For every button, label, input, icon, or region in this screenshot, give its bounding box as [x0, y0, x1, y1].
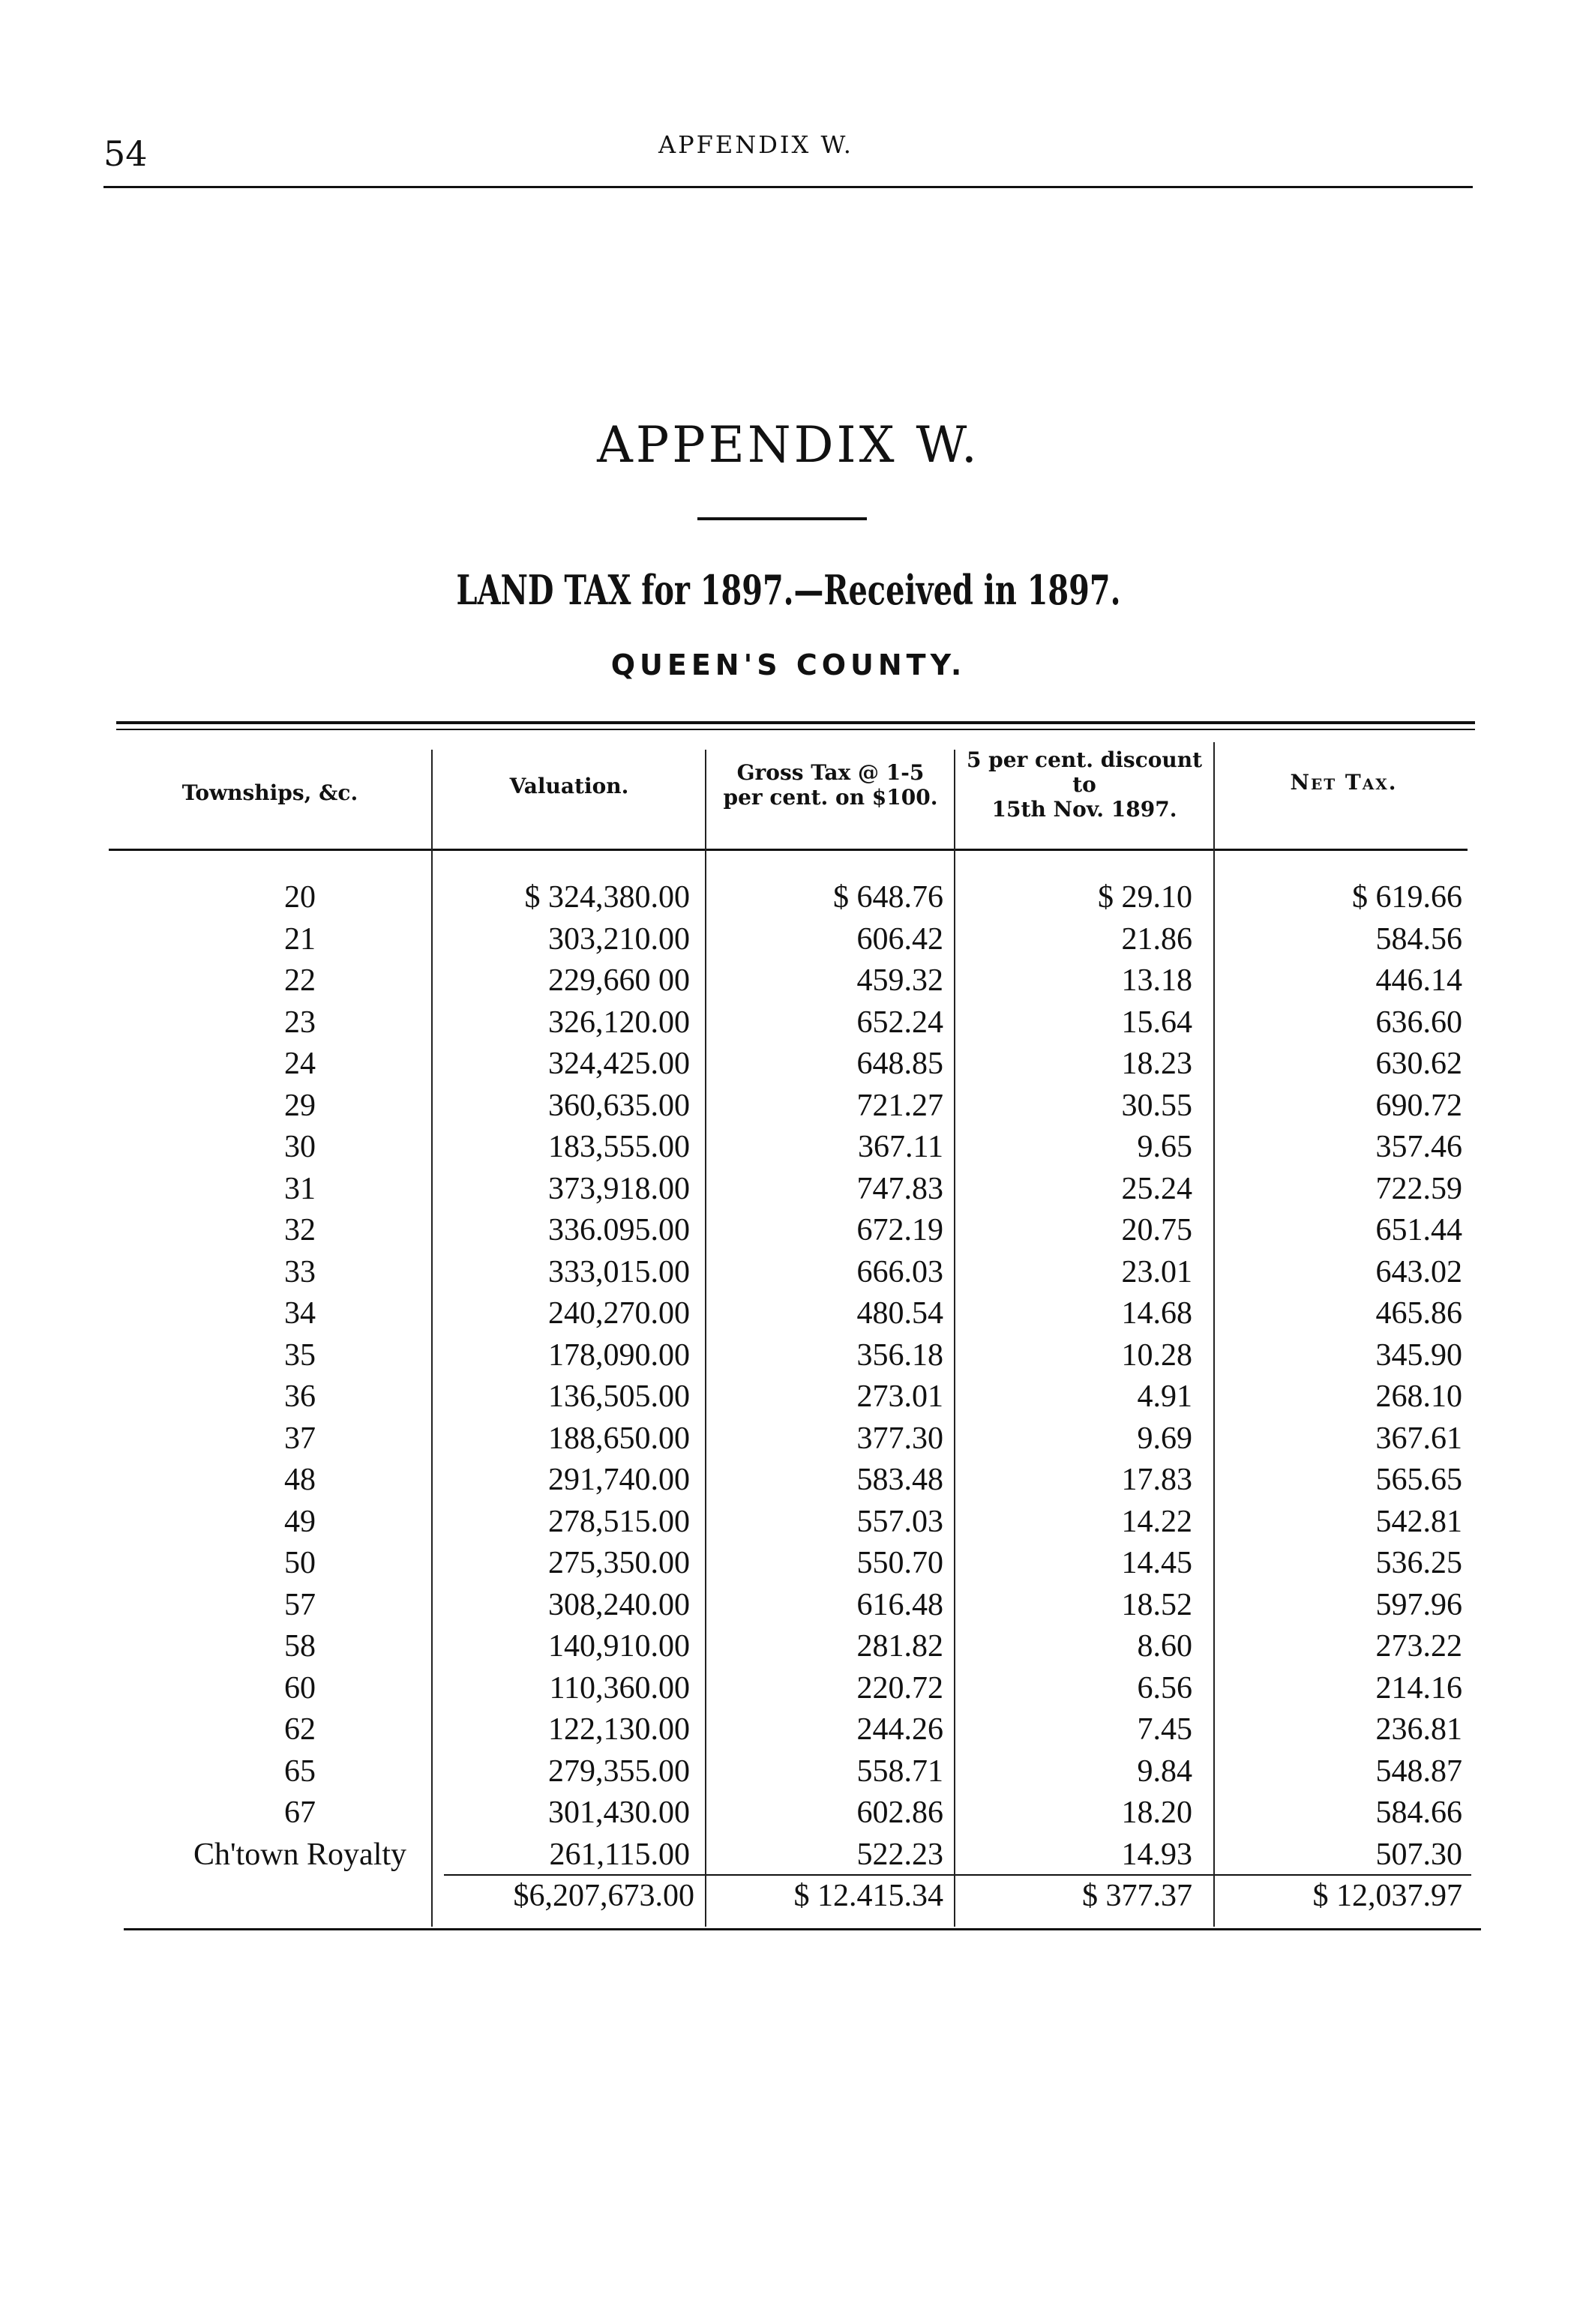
valuation-cell: 324,425.00 — [548, 1047, 690, 1081]
table-row — [0, 1376, 1577, 1418]
discount-cell: 21.86 — [1121, 921, 1192, 957]
township-cell: 32 — [284, 1213, 316, 1247]
net-tax-cell: 630.62 — [1375, 1047, 1462, 1081]
township-cell: 24 — [284, 1047, 316, 1081]
table-row — [0, 1086, 1577, 1128]
gross-tax-cell: 602.86 — [856, 1795, 943, 1830]
discount-cell: 14.45 — [1121, 1546, 1192, 1580]
header-rule — [103, 186, 1473, 188]
township-cell: 62 — [284, 1712, 316, 1747]
township-cell: 37 — [284, 1421, 316, 1456]
gross-tax-cell: 652.24 — [856, 1005, 943, 1040]
table-row — [0, 1460, 1577, 1502]
valuation-cell: 140,910.00 — [548, 1629, 690, 1664]
table-row — [0, 960, 1577, 1002]
gross-tax-cell: 367.11 — [858, 1130, 943, 1164]
table-row — [0, 1751, 1577, 1793]
table-row — [0, 1044, 1577, 1086]
table-row — [0, 1252, 1577, 1294]
column-header-townships: Townships, &c. — [181, 780, 358, 805]
net-tax-cell: 465.86 — [1375, 1296, 1462, 1331]
gross-tax-cell: $ 648.76 — [833, 880, 943, 915]
discount-cell: 14.93 — [1121, 1837, 1192, 1872]
discount-cell: 6.56 — [1137, 1670, 1192, 1706]
net-tax-cell: 584.56 — [1375, 921, 1462, 957]
valuation-cell: 360,635.00 — [548, 1088, 690, 1123]
gross-tax-cell: 666.03 — [856, 1254, 943, 1289]
valuation-cell: 301,430.00 — [548, 1795, 690, 1830]
page-title: APPENDIX W. — [597, 416, 980, 474]
discount-cell: 4.91 — [1137, 1379, 1192, 1414]
discount-cell: 8.60 — [1137, 1629, 1192, 1664]
table-row — [0, 1834, 1577, 1876]
table-row — [0, 1792, 1577, 1834]
valuation-cell: 303,210.00 — [548, 921, 690, 957]
net-tax-cell: 597.96 — [1375, 1587, 1462, 1622]
discount-cell: 18.52 — [1121, 1587, 1192, 1622]
gross-tax-cell: 583.48 — [856, 1463, 943, 1497]
gross-tax-cell: 459.32 — [856, 963, 943, 998]
net-tax-cell: 548.87 — [1375, 1753, 1462, 1789]
gross-tax-cell: 220.72 — [856, 1670, 943, 1706]
running-header — [103, 112, 1476, 187]
township-cell: 31 — [284, 1171, 316, 1206]
net-tax-cell: 357.46 — [1375, 1130, 1462, 1164]
table-row — [0, 1585, 1577, 1627]
valuation-cell: 183,555.00 — [548, 1130, 690, 1164]
township-cell: 57 — [284, 1587, 316, 1622]
gross-tax-cell: 281.82 — [856, 1629, 943, 1664]
table-row — [0, 1543, 1577, 1585]
discount-cell: $ 29.10 — [1098, 880, 1192, 915]
discount-cell: 9.84 — [1137, 1753, 1192, 1789]
gross-tax-cell: 721.27 — [856, 1088, 943, 1123]
valuation-cell: 275,350.00 — [548, 1546, 690, 1580]
gross-tax-cell: 747.83 — [856, 1171, 943, 1206]
valuation-cell: 333,015.00 — [548, 1254, 690, 1289]
township-cell: 65 — [284, 1753, 316, 1789]
township-cell: 36 — [284, 1379, 316, 1414]
running-title: APFENDIX W. — [658, 130, 853, 159]
table-row — [0, 1709, 1577, 1751]
discount-cell: 7.45 — [1137, 1712, 1192, 1747]
valuation-cell: 110,360.00 — [549, 1670, 690, 1706]
table-row — [0, 1127, 1577, 1169]
discount-cell: 9.69 — [1137, 1421, 1192, 1456]
valuation-cell: 240,270.00 — [548, 1296, 690, 1331]
discount-cell: 25.24 — [1121, 1171, 1192, 1206]
header-bottom-rule — [109, 849, 1468, 851]
net-tax-cell: 565.65 — [1375, 1463, 1462, 1497]
discount-cell: 10.28 — [1121, 1337, 1192, 1373]
gross-tax-cell: 606.42 — [856, 921, 943, 957]
page-number: 54 — [103, 133, 148, 174]
column-header-discount: 5 per cent. discount to 15th Nov. 1897. — [966, 747, 1203, 822]
valuation-cell: 326,120.00 — [548, 1005, 690, 1040]
table-row — [0, 1293, 1577, 1335]
gross-tax-cell: 377.30 — [856, 1421, 943, 1456]
table-row — [0, 1002, 1577, 1044]
valuation-cell: 278,515.00 — [548, 1504, 690, 1539]
net-tax-cell: 643.02 — [1375, 1254, 1462, 1289]
net-tax-cell: 507.30 — [1375, 1837, 1462, 1872]
county-heading: QUEEN'S COUNTY. — [610, 648, 967, 681]
discount-cell: 18.23 — [1121, 1047, 1192, 1081]
township-cell: 35 — [284, 1337, 316, 1373]
gross-tax-cell: 616.48 — [856, 1587, 943, 1622]
valuation-cell: 308,240.00 — [548, 1587, 690, 1622]
township-cell: 67 — [284, 1795, 316, 1830]
discount-cell: 14.22 — [1121, 1504, 1192, 1539]
valuation-cell: 279,355.00 — [548, 1753, 690, 1789]
net-tax-cell: 536.25 — [1375, 1546, 1462, 1580]
net-tax-cell: 584.66 — [1375, 1795, 1462, 1830]
net-tax-cell: 214.16 — [1375, 1670, 1462, 1706]
total-gross-tax: $ 12.415.34 — [793, 1879, 943, 1913]
gross-tax-cell: 557.03 — [856, 1504, 943, 1539]
table-row — [0, 1210, 1577, 1252]
table-row — [0, 1418, 1577, 1460]
gross-tax-cell: 648.85 — [856, 1047, 943, 1081]
net-tax-cell: 236.81 — [1375, 1712, 1462, 1747]
net-tax-cell: 446.14 — [1375, 963, 1462, 998]
net-tax-cell: 542.81 — [1375, 1504, 1462, 1539]
gross-tax-cell: 522.23 — [856, 1837, 943, 1872]
column-header-valuation: Valuation. — [509, 774, 629, 798]
gross-tax-cell: 273.01 — [856, 1379, 943, 1414]
discount-cell: 20.75 — [1121, 1213, 1192, 1247]
discount-cell: 18.20 — [1121, 1795, 1192, 1830]
valuation-cell: 261,115.00 — [549, 1837, 690, 1872]
total-discount: $ 377.37 — [1082, 1879, 1192, 1913]
net-tax-cell: 273.22 — [1375, 1629, 1462, 1664]
net-tax-cell: 690.72 — [1375, 1088, 1462, 1123]
table-row — [0, 1335, 1577, 1377]
valuation-cell: 373,918.00 — [548, 1171, 690, 1206]
net-tax-cell: 636.60 — [1375, 1005, 1462, 1040]
discount-cell: 23.01 — [1121, 1254, 1192, 1289]
table-row — [0, 877, 1577, 919]
township-cell: Ch'town Royalty — [193, 1837, 407, 1872]
township-cell: 22 — [284, 963, 316, 998]
table-bottom-rule — [124, 1928, 1481, 1930]
gross-tax-cell: 672.19 — [856, 1213, 943, 1247]
valuation-cell: 229,660 00 — [548, 963, 690, 998]
total-valuation: $6,207,673.00 — [513, 1879, 694, 1913]
total-net-tax: $ 12,037.97 — [1312, 1879, 1462, 1913]
valuation-cell: 336.095.00 — [548, 1213, 690, 1247]
valuation-cell: 188,650.00 — [548, 1421, 690, 1456]
column-header-net-tax: Net Tax. — [1290, 770, 1398, 795]
township-cell: 34 — [284, 1296, 316, 1331]
title-underline — [697, 517, 867, 520]
table-row — [0, 919, 1577, 961]
township-cell: 21 — [284, 921, 316, 957]
valuation-cell: 136,505.00 — [548, 1379, 690, 1414]
valuation-cell: $ 324,380.00 — [524, 880, 690, 915]
table-row — [0, 1169, 1577, 1211]
discount-cell: 9.65 — [1137, 1130, 1192, 1164]
table-row — [0, 1668, 1577, 1710]
gross-tax-cell: 480.54 — [856, 1296, 943, 1331]
township-cell: 20 — [284, 880, 316, 915]
township-cell: 48 — [284, 1463, 316, 1497]
table-subtitle: LAND TAX for 1897.—Received in 1897. — [456, 566, 1121, 614]
gross-tax-cell: 558.71 — [856, 1753, 943, 1789]
township-cell: 50 — [284, 1546, 316, 1580]
township-cell: 29 — [284, 1088, 316, 1123]
gross-tax-cell: 550.70 — [856, 1546, 943, 1580]
valuation-cell: 291,740.00 — [548, 1463, 690, 1497]
table-top-rule — [116, 721, 1475, 724]
valuation-cell: 178,090.00 — [548, 1337, 690, 1373]
township-cell: 58 — [284, 1629, 316, 1664]
gross-tax-cell: 244.26 — [856, 1712, 943, 1747]
discount-cell: 30.55 — [1121, 1088, 1192, 1123]
net-tax-cell: 722.59 — [1375, 1171, 1462, 1206]
township-cell: 23 — [284, 1005, 316, 1040]
township-cell: 33 — [284, 1254, 316, 1289]
table-top-rule-2 — [116, 729, 1475, 730]
discount-cell: 15.64 — [1121, 1005, 1192, 1040]
gross-tax-cell: 356.18 — [856, 1337, 943, 1373]
net-tax-cell: $ 619.66 — [1352, 880, 1462, 915]
net-tax-cell: 367.61 — [1375, 1421, 1462, 1456]
township-cell: 60 — [284, 1670, 316, 1706]
net-tax-cell: 268.10 — [1375, 1379, 1462, 1414]
valuation-cell: 122,130.00 — [548, 1712, 690, 1747]
table-row — [0, 1502, 1577, 1544]
discount-cell: 13.18 — [1121, 963, 1192, 998]
net-tax-cell: 345.90 — [1375, 1337, 1462, 1373]
discount-cell: 17.83 — [1121, 1463, 1192, 1497]
township-cell: 30 — [284, 1130, 316, 1164]
column-header-gross-tax: Gross Tax @ 1-5 per cent. on $100. — [723, 760, 938, 810]
table-row — [0, 1626, 1577, 1668]
net-tax-cell: 651.44 — [1375, 1213, 1462, 1247]
township-cell: 49 — [284, 1504, 316, 1539]
discount-cell: 14.68 — [1121, 1296, 1192, 1331]
